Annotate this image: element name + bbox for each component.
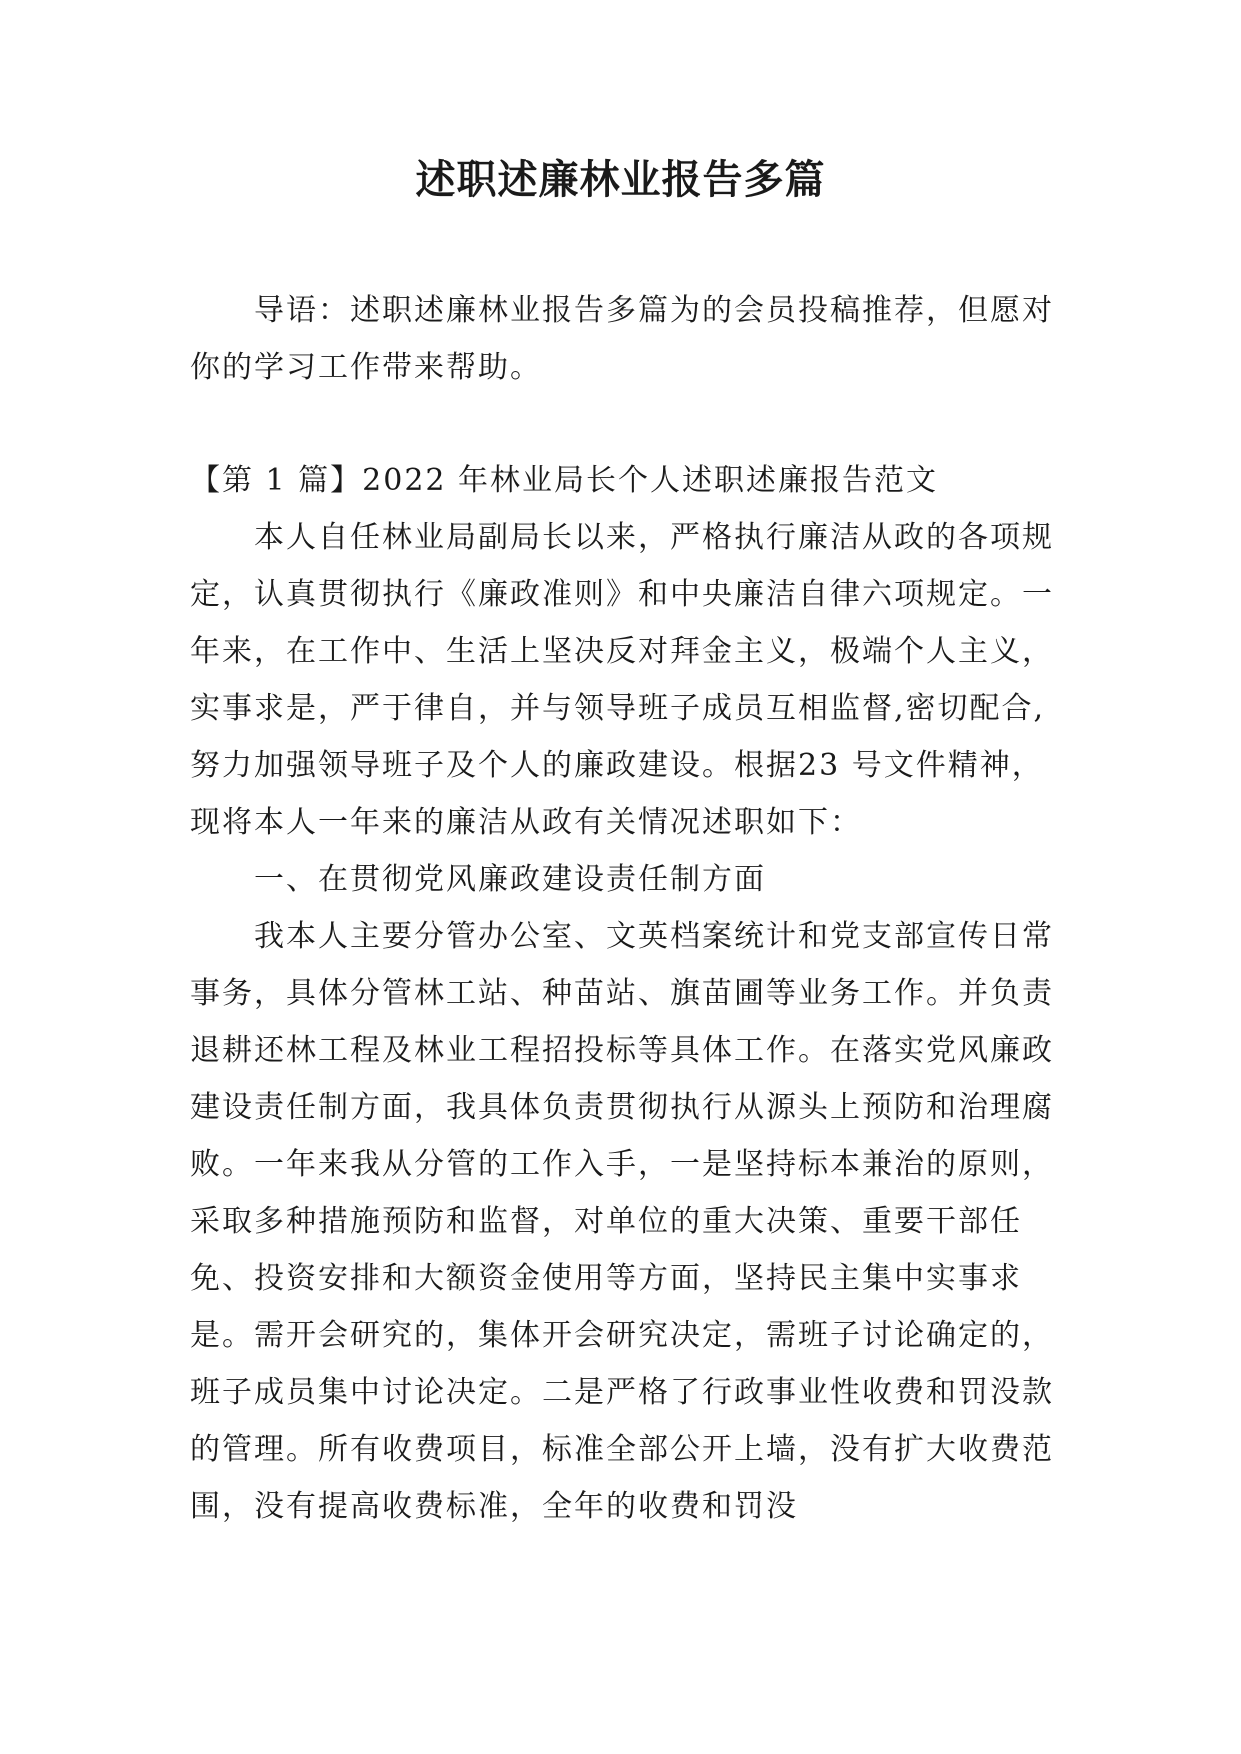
intro-block bbox=[190, 282, 1054, 396]
document-title: 述职述廉林业报告多篇 bbox=[415, 157, 826, 203]
article-block bbox=[190, 452, 1054, 1535]
section-heading: 一、在贯彻党风廉政建设责任制方面 bbox=[254, 862, 766, 897]
article-heading: 【第 1 篇】2022 年林业局长个人述职述廉报告范文 bbox=[190, 463, 939, 498]
body-paragraph: 我本人主要分管办公室、文英档案统计和党支部宣传日常事务，具体分管林工站、种苗站、旗苗圃等业务工作。并负责退耕还林工程及林业工程招投标等具体工作。在落实党风廉政建设责任制方面，我具体负责贯彻执行从源头上预防和治理腐败。一年来我从分管的工作入手，一是坚持标本兼治的原则，采取多种措施预防和监督，对单位的重大决策、重要干部任免、投资安排和大额资金使用等方面，坚持民主集中实事求是。需开会研究的，集体开会研究决定，需班子讨论确定的，班子成员集中讨论决定。二是严格了行政事业性收费和罚没款的管理。所有收费项目，标准全部公开上墙，没有扩大收费范围，没有提高收费标准，全年的收费和罚没 bbox=[190, 919, 1054, 1524]
intro-paragraph: 导语：述职述廉林业报告多篇为的会员投稿推荐，但愿对你的学习工作带来帮助。 bbox=[190, 293, 1054, 385]
body-paragraph: 本人自任林业局副局长以来，严格执行廉洁从政的各项规定，认真贯彻执行《廉政准则》和中央廉洁自律六项规定。一年来，在工作中、生活上坚决反对拜金主义，极端个人主义，实事求是，严于律自，并与领导班子成员互相监督,密切配合,努力加强领导班子及个人的廉政建设。根据23 号文件精神，现将本人一年来的廉洁从政有关情况述职如下： bbox=[190, 520, 1054, 840]
